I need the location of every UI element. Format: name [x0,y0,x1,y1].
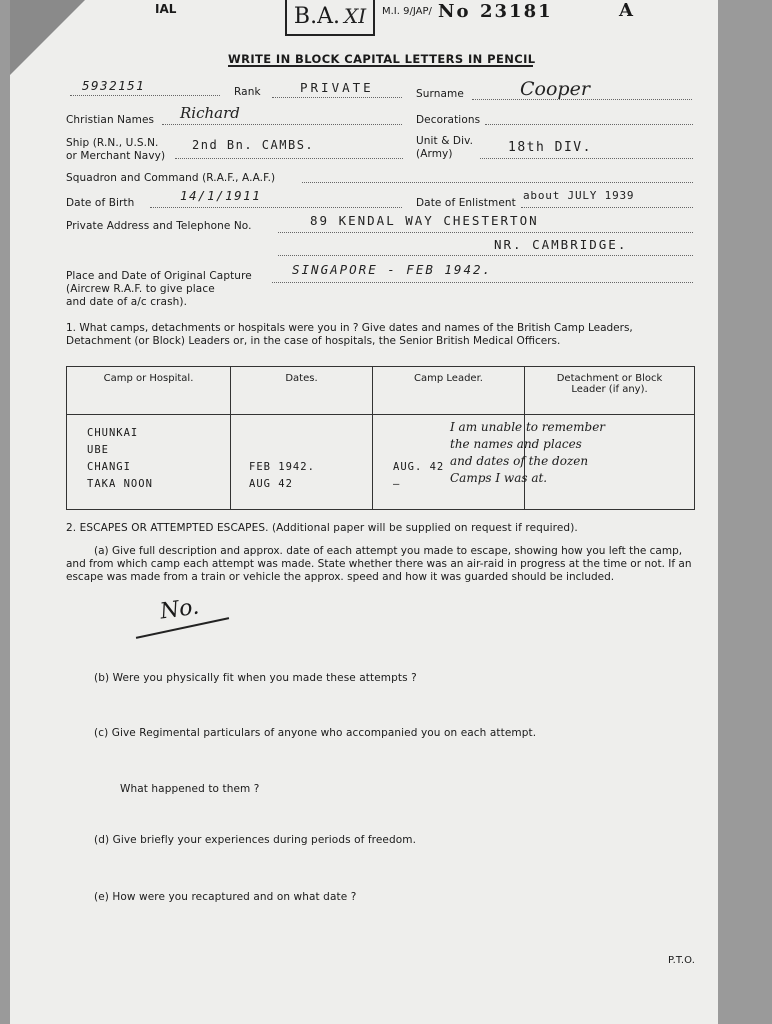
note-line: I am unable to remember [450,420,606,434]
serial-number: 23181 [480,1,553,22]
note-line: the names and places [450,437,582,451]
stamp-suffix: XI [343,4,367,28]
enlistment-line [521,207,693,208]
question-2a-text: (a) Give full description and approx. date of each attempt you made to escape, showing how you left the camp, and from which camp each attempt was made. State whether there was an air-raid in progress at the time or not. If an escape was made from a train or vehicle the approx. speed and how it was guarded should be included. [66,545,692,583]
enlistment-label: Date of Enlistment [416,197,516,209]
capture-line [272,282,693,283]
christian-names-label: Christian Names [66,114,155,126]
camp-entry: CHANGI [87,461,131,473]
handwritten-note [450,419,690,487]
question-2c-text: (c) Give Regimental particulars of anyone who accompanied you on each attempt. [94,727,537,739]
rank-value: PRIVATE [300,80,374,95]
header-dates: Dates. [231,367,373,415]
decorations-label: Decorations [416,114,481,126]
ship-line [175,158,403,159]
title-underline [228,65,533,67]
question-2e-text: (e) How were you recaptured and on what date ? [94,891,357,903]
header-camp-or-hospital: Camp or Hospital. [67,367,231,415]
header-camp-leader: Camp Leader. [373,367,525,415]
torn-corner [10,0,85,75]
unit-value: 18th DIV. [508,140,592,155]
question-2d-text: (d) Give briefly your experiences during periods of freedom. [94,834,417,846]
capture-label-line2: (Aircrew R.A.F. to give place [66,283,215,295]
christian-names-value: Richard [180,104,240,122]
question-2b-text: (b) Were you physically fit when you made these attempts ? [94,672,417,684]
ship-label-line2: or Merchant Navy) [66,150,166,162]
rank-label: Rank [234,86,261,98]
camps-table-header-row [67,367,695,415]
date-entry: AUG 42 [249,478,293,490]
question-1-text: 1. What camps, detachments or hospitals were you in ? Give dates and names of the British Camp Leaders, Detachment (or Block) Leaders or, in the case of hospitals, the Senior British Medical Officers. [66,322,633,347]
capture-label-line3: and date of a/c crash). [66,296,188,308]
note-line: and dates of the dozen [450,454,589,468]
surname-line [472,99,692,100]
squadron-line [302,182,693,183]
surname-value: Cooper [520,78,590,100]
address-line1: 89 KENDAL WAY CHESTERTON [310,213,539,228]
question-2-heading: 2. ESCAPES OR ATTEMPTED ESCAPES. (Additional paper will be supplied on request if required). [66,522,578,534]
ship-value: 2nd Bn. CAMBS. [192,138,315,152]
form-letter: A [619,0,633,21]
address-line2-rule [278,255,693,256]
dob-line [150,207,402,208]
classification-stamp [285,0,375,36]
enlistment-value: about JULY 1939 [523,189,635,202]
unit-label-line2: (Army) [416,148,453,160]
dob-label: Date of Birth [66,197,135,209]
address-label: Private Address and Telephone No. [66,220,252,232]
number-prefix: No [438,1,471,22]
capture-label-line1: Place and Date of Original Capture [66,270,252,282]
stamp-prefix: B.A. [293,4,340,29]
surname-label: Surname [416,88,464,100]
question-2a-answer: No. [158,594,201,625]
squadron-label: Squadron and Command (R.A.F., A.A.F.) [66,172,276,184]
date-entry: FEB 1942. [249,461,315,473]
army-number-value: 5932151 [82,78,146,93]
army-number-line [70,95,220,96]
unit-label-line1: Unit & Div. [416,135,474,147]
camps-table [66,366,695,510]
camp-entry: CHUNKAI [87,427,139,439]
form-reference: M.I. 9/JAP/ [382,6,432,17]
decorations-line [485,124,693,125]
please-turn-over: P.T.O. [668,955,695,966]
dates-cell [231,415,373,510]
rank-line [272,97,402,98]
camp-entry: UBE [87,444,109,456]
question-2c-subquestion: What happened to them ? [120,783,260,795]
capture-value: SINGAPORE - FEB 1942. [292,262,493,277]
leader-entry: – [393,478,401,490]
ship-label-line1: Ship (R.N., U.S.N. [66,137,159,149]
note-line: Camps I was at. [450,471,548,485]
header-detachment-leader: Detachment or Block Leader (if any). [525,367,695,415]
form-title: WRITE IN BLOCK CAPITAL LETTERS IN PENCIL [228,52,536,66]
camps-table-body-row [67,415,695,510]
corner-fragment-text: IAL [155,2,177,16]
address-line1-rule [278,232,693,233]
unit-line [480,158,693,159]
camp-entry: TAKA NOON [87,478,153,490]
camps-cell [67,415,231,510]
dob-value: 14/1/1911 [180,188,262,203]
christian-names-line [162,124,402,125]
detachment-leader-cell [450,415,695,510]
address-line2: NR. CAMBRIDGE. [494,237,628,252]
leader-entry: AUG. 42 [393,461,445,473]
questionnaire-page [10,0,718,1024]
